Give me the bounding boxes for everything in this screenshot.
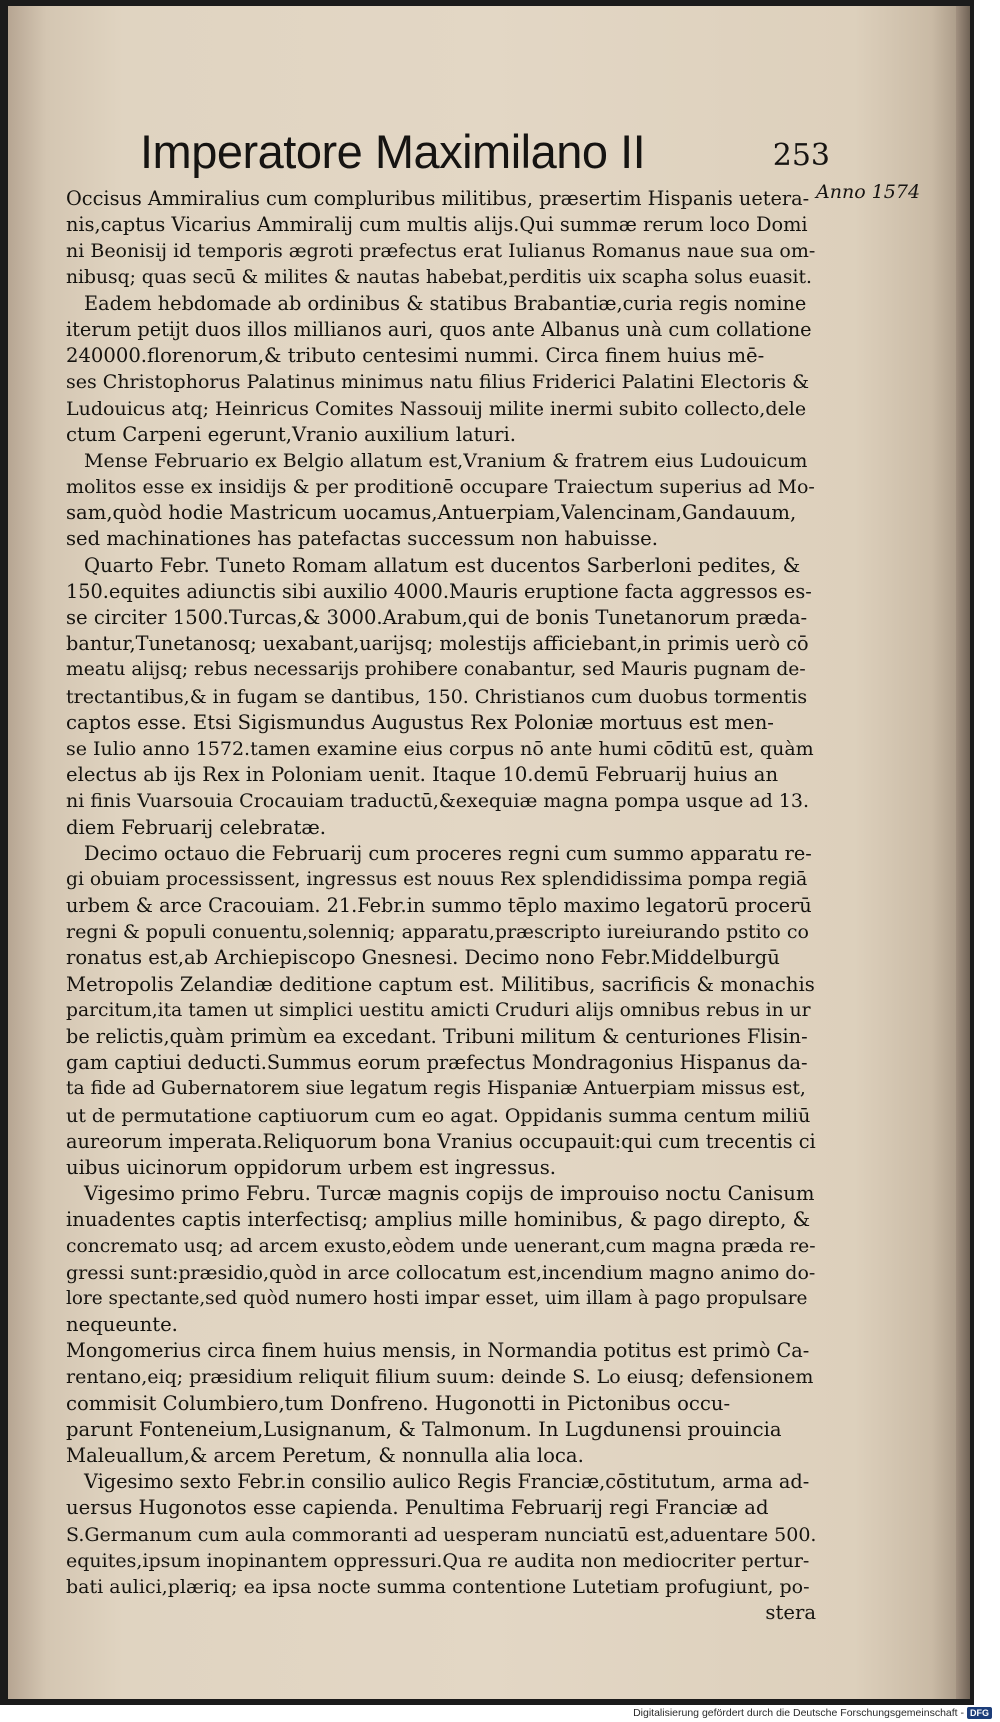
text-line: be relictis,quàm primùm ea excedant. Tribuni militum & centuriones Flisin- [66,1025,808,1048]
text-line: Vigesimo sexto Febr.in consilio aulico Regis Franciæ,cōstitutum, arma ad- [84,1470,810,1494]
text-line: Ludouicus atq; Heinricus Comites Nassouij milite inermi subito collecto,dele [66,397,807,420]
text-line: se Iulio anno 1572.tamen examine eius corpus nō ante humi cōditū est, quàm [66,737,814,760]
text-line: bantur,Tunetanosq; uexabant,uarijsq; molestijs afficiebant,in primis uerò cō [66,632,809,656]
text-line: uibus uicinorum oppidorum urbem est ingressus. [66,1155,557,1179]
text-line: gam captiui deducti.Summus eorum præfectus Mondragonius Hispanus da- [66,1051,808,1075]
text-line: bati aulici,plæriq; ea ipsa nocte summa contentione Lutetiam profugiunt, po- [66,1575,810,1598]
text-line: nis,captus Vicarius Ammiralij cum multis alijs.Qui summæ rerum loco Domi [66,213,808,237]
text-line: ronatus est,ab Archiepiscopo Gnesnesi. Decimo nono Febr.Middelburgū [66,946,780,970]
text-line: se circiter 1500.Turcas,& 3000.Arabum,qui de bonis Tunetanorum præda- [66,606,808,629]
text-line: aureorum imperata.Reliquorum bona Vranius occupauit:qui cum trecentis ci [66,1129,816,1153]
text-line: gressi sunt:præsidio,quòd in arce collocatum est,incendium magno animo do- [66,1261,816,1284]
text-line: iterum petijt duos illos millianos auri, quos ante Albanus unà cum collatione [66,317,812,341]
page-fold-shadow [956,6,970,1699]
text-line: Occisus Ammiralius cum compluribus militibus, præsertim Hispanis uetera- [66,187,810,210]
running-title: Imperatore Maximilano II [140,125,646,178]
text-line: nibusq; quas secū & milites & nautas habebat,perditis uix scapha solus euasit. [66,266,812,288]
text-line: concremato usq; ad arcem exusto,eòdem unde uenerant,cum magna præda re- [66,1235,816,1257]
text-line: ta fide ad Gubernatorem siue legatum regis Hispaniæ Antuerpiam missus est, [66,1078,806,1100]
margin-note-year: Anno 1574 [816,181,921,203]
text-line: urbem & arce Cracouiam. 21.Febr.in summo tēplo maximo legatorū procerū [66,894,812,918]
text-line: ni Beonisij id temporis ægroti præfectus erat Iulianus Romanus naue sua om- [66,240,816,263]
page-header [140,122,830,186]
text-line: meatu alijsq; rebus necessarijs prohibere conabantur, sed Mauris pugnam de- [66,659,806,681]
text-line: inuadentes captis interfectisq; amplius mille hominibus, & pago direpto, & [66,1208,811,1232]
text-line: equites,ipsum inopinantem oppressuri.Qua re audita non mediocriter pertur- [66,1549,810,1572]
text-line: lore spectante,sed quòd numero hosti impar esset, uim illam à pago propulsare [66,1287,808,1309]
text-line: rentano,eiq; præsidium reliquit filium suum: deinde S. Lo eiusq; defensionem [66,1366,814,1389]
text-line: electus ab ijs Rex in Poloniam uenit. Itaque 10.demū Februarij huius an [66,763,779,787]
text-line: 240000.florenorum,& tributo centesimi nummi. Circa finem huius mē- [66,344,765,368]
body-text [66,186,816,1626]
text-line: molitos esse ex insidijs & per proditionē occupare Traiectum superius ad Mo- [66,476,815,499]
text-line: S.Germanum cum aula commoranti ad uesperam nunciatū est,aduentare 500. [66,1523,817,1546]
text-line: parunt Fonteneium,Lusignanum, & Talmonum. In Lugdunensi prouincia [66,1417,782,1441]
text-line: sam,quòd hodie Mastricum uocamus,Antuerpiam,Valencinam,Gandauum, [66,501,797,525]
digitization-footer [560,1706,992,1720]
text-line: diem Februarij celebratæ. [66,815,327,839]
footer-credit: Digitalisierung gefördert durch die Deutsche Forschungsgemeinschaft - [633,1707,964,1719]
text-line: trectantibus,& in fugam se dantibus, 150. Christianos cum duobus tormentis [66,685,808,708]
text-line: ctum Carpeni egerunt,Vranio auxilium laturi. [66,422,516,446]
text-line: Vigesimo primo Febru. Turcæ magnis copijs de improuiso noctu Canisum [84,1182,815,1206]
text-line: Metropolis Zelandiæ deditione captum est. Militibus, sacrificis & monachis [66,972,815,996]
text-line: ni finis Vuarsouia Crocauiam traductū,&exequiæ magna pompa usque ad 13. [66,790,810,813]
dfg-logo: DFG [967,1707,992,1719]
text-line: Eadem hebdomade ab ordinibus & statibus Brabantiæ,curia regis nomine [84,291,807,315]
text-line: ses Christophorus Palatinus minimus natu filius Friderici Palatini Electoris & [66,371,810,394]
text-line: ut de permutatione captiuorum cum eo agat. Oppidanis summa centum miliū [66,1104,811,1127]
text-line: Mense Februario ex Belgio allatum est,Vranium & fratrem eius Ludouicum [84,449,808,472]
text-line: commisit Columbiero,tum Donfreno. Hugonotti in Pictonibus occu- [66,1391,731,1415]
text-line: captos esse. Etsi Sigismundus Augustus Rex Poloniæ mortuus est men- [66,710,774,734]
text-line: Decimo octauo die Februarij cum proceres regni cum summo apparatu re- [84,841,812,865]
text-line: Maleuallum,& arcem Peretum, & nonnulla alia loca. [66,1444,584,1467]
text-line: parcitum,ita tamen ut simplici uestitu amicti Cruduri alijs omnibus rebus in ur [66,999,811,1021]
text-line: uersus Hugonotos esse capienda. Penultima Februarij regi Franciæ ad [66,1496,769,1520]
text-line: Quarto Febr. Tuneto Romam allatum est ducentos Sarberloni pedites, & [84,553,801,577]
text-line: sed machinationes has patefactas successum non habuisse. [66,527,658,551]
text-line: regni & populi conuentu,solenniq; apparatu,præscripto iureiurando pstito co [66,921,809,944]
text-line: nequeunte. [66,1313,178,1337]
text-line: gi obuiam processissent, ingressus est nouus Rex splendidissima pompa regiā [66,868,808,890]
text-line: 150.equites adiunctis sibi auxilio 4000.Mauris eruptione facta aggressos es- [66,579,812,603]
page-number: 253 [772,138,830,173]
catchword: stera [765,1601,816,1625]
text-line: Mongomerius circa finem huius mensis, in Normandia potitus est primò Ca- [66,1339,810,1363]
